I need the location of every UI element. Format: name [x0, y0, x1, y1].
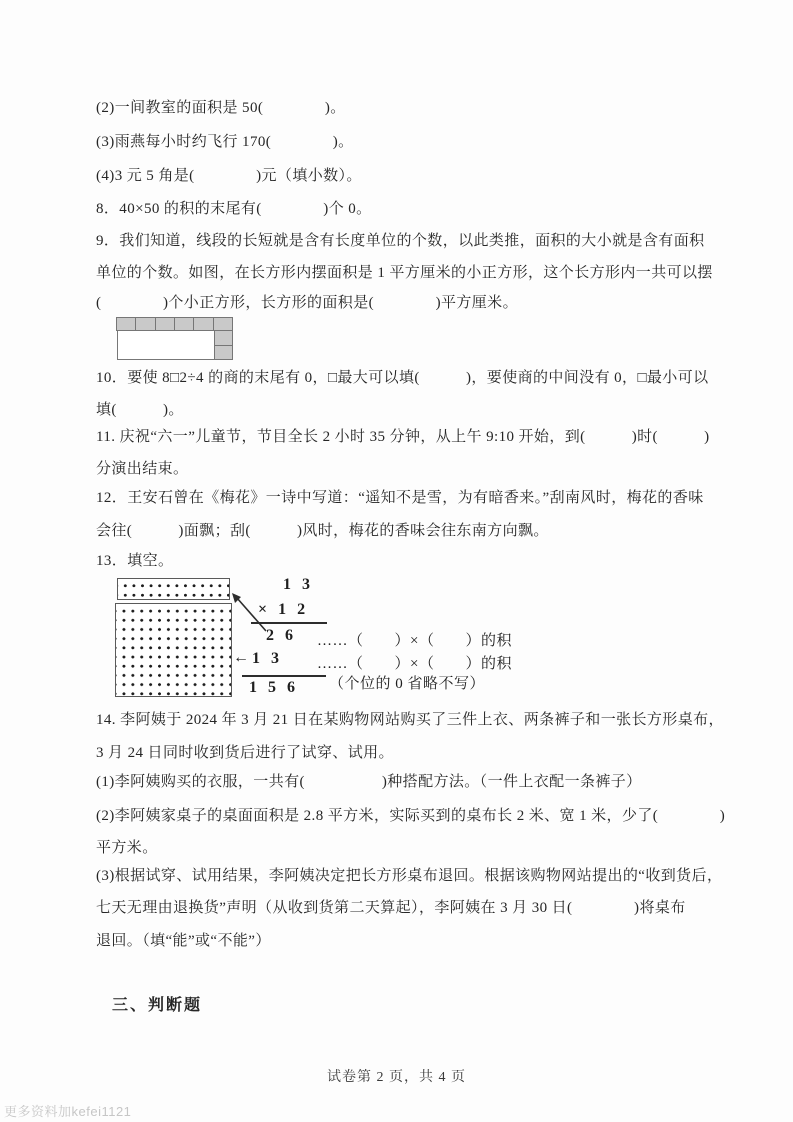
- q11-line-2: 分演出结束。: [96, 461, 189, 477]
- q14-part1-line: (1)李阿姨购买的衣服，一共有( )种搭配方法。（一件上衣配一条裤子）: [96, 774, 642, 790]
- page-footer: 试卷第 2 页，共 4 页: [327, 1070, 466, 1085]
- q12-line-2: 会往( )面飘；刮( )风时，梅花的香味会往东南方向飘。: [96, 523, 549, 539]
- q9-line-1: 9．我们知道，线段的长短就是含有长度单位的个数，以此类推，面积的大小就是含有面积: [96, 233, 705, 249]
- result-rule-line: [242, 675, 326, 677]
- q7-part4-line: (4)3 元 5 角是( )元（填小数）。: [96, 168, 362, 184]
- dot-grid-10x13: [115, 603, 232, 697]
- q10-line-1: 10．要使 8□2÷4 的商的末尾有 0，□最大可以填( )，要使商的中间没有 0，□最小可以: [96, 370, 709, 386]
- q7-part2-line: (2)一间教室的面积是 50( )。: [96, 100, 346, 116]
- omit-zero-note: （个位的 0 省略不写）: [329, 676, 486, 692]
- q9-line-3: ( )个小正方形，长方形的面积是( )平方厘米。: [96, 295, 518, 311]
- multiplier: × 1 2: [258, 601, 307, 618]
- unit-square: [116, 317, 136, 331]
- q11-line-1: 11. 庆祝“六一”儿童节，节目全长 2 小时 35 分钟，从上午 9:10 开始，到( )时( ): [96, 429, 710, 445]
- q9-unit-square-figure: [117, 317, 233, 360]
- q9-shaded-top-row: [117, 317, 233, 331]
- unit-square: [193, 317, 213, 331]
- q14-part2-line-1: (2)李阿姨家桌子的桌面面积是 2.8 平方米，实际买到的桌布长 2 米、宽 1 米，少了( ): [96, 808, 726, 824]
- watermark: 更多资料加kefei1121: [4, 1104, 132, 1119]
- q14-line-1: 14. 李阿姨于 2024 年 3 月 21 日在某购物网站购买了三件上衣、两条裤子和一张长方形桌布，: [96, 712, 724, 728]
- q13-line: 13．填空。: [96, 553, 174, 569]
- partial-product-2: 1 3: [252, 650, 280, 667]
- multiplication-result: 1 5 6: [249, 679, 296, 696]
- partial-product-1-note: ……（ ）×（ ）的积: [317, 633, 512, 649]
- q14-line-2: 3 月 24 日同时收到货后进行了试穿、试用。: [96, 745, 394, 761]
- unit-square: [213, 317, 233, 331]
- q9-line-2: 单位的个数。如图，在长方形内摆面积是 1 平方厘米的小正方形，这个长方形内一共可以摆: [96, 265, 713, 281]
- left-arrow-icon: ←: [233, 649, 250, 666]
- q7-part3-line: (3)雨燕每小时约飞行 170( )。: [96, 134, 354, 150]
- dot-grid-2x13: [117, 578, 230, 600]
- q12-line-1: 12．王安石曾在《梅花》一诗中写道：“遥知不是雪，为有暗香来。”刮南风时，梅花的香味: [96, 490, 704, 506]
- unit-square: [214, 345, 233, 361]
- unit-square: [155, 317, 175, 331]
- q10-line-2: 填( )。: [96, 402, 184, 418]
- q14-part3-line-3: 退回。（填“能”或“不能”）: [96, 933, 271, 949]
- multiplicand: 1 3: [283, 576, 311, 593]
- unit-square: [214, 330, 233, 346]
- multiplication-rule-line: [251, 622, 327, 624]
- section3-heading: 三、判断题: [112, 997, 203, 1014]
- partial-product-1: 2 6: [266, 627, 294, 644]
- q14-part3-line-1: (3)根据试穿、试用结果，李阿姨决定把长方形桌布退回。根据该购物网站提出的“收到货后，: [96, 868, 723, 884]
- unit-square: [135, 317, 155, 331]
- partial-product-2-note: ……（ ）×（ ）的积: [317, 656, 512, 672]
- q9-shaded-right-column: [214, 331, 233, 360]
- unit-square: [174, 317, 194, 331]
- q8-line: 8．40×50 的积的末尾有( )个 0。: [96, 201, 372, 217]
- q14-part2-line-2: 平方米。: [96, 840, 158, 856]
- q14-part3-line-2: 七天无理由退换货”声明（从收到货第二天算起），李阿姨在 3 月 30 日( )将桌布: [96, 900, 686, 916]
